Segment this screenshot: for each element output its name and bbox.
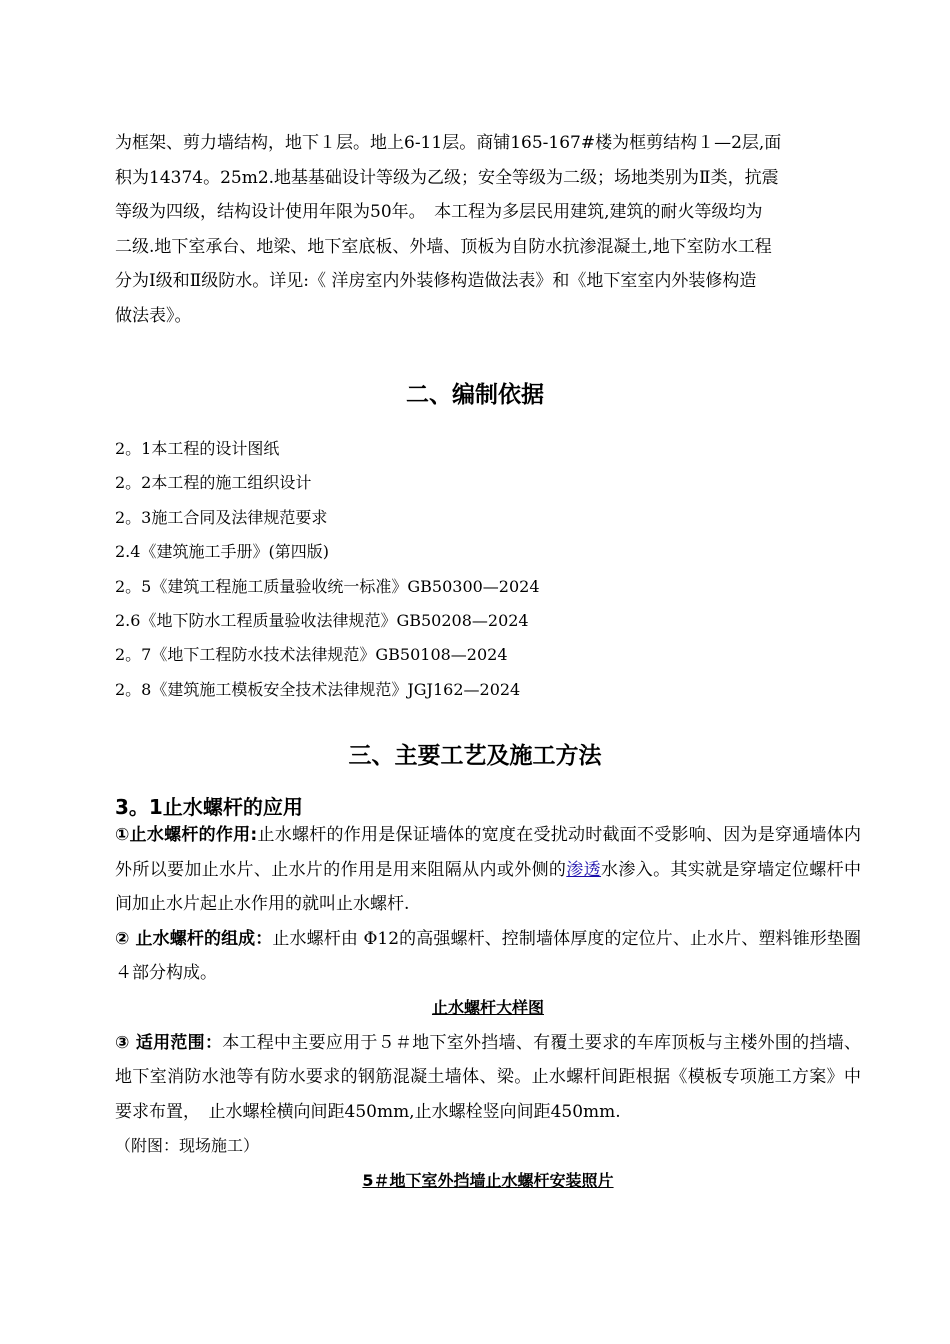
basis-item: 2。3施工合同及法律规范要求 [115,507,328,527]
composition-paragraph [115,922,861,991]
intro-line: 二级.地下室承台、地梁、地下室底板、外墙、顶板为自防水抗渗混凝土,地下室防水工程 [115,236,772,257]
section-3-heading: 三、主要工艺及施工方法 [348,743,602,769]
section-2-heading: 二、编制依据 [406,382,544,408]
scope-paragraph [115,1026,861,1130]
scope-lead: ③ 适用范围： [115,1032,223,1053]
intro-line: 为框架、剪力墙结构，地下１层。地上6-11层。商铺165-167#楼为框剪结构１—2层,面 [115,133,782,153]
intro-paragraph [115,126,861,334]
function-text-cont: 水渗入。其实就是穿墙定位螺杆中间加止水片起止水作用的就叫止水螺杆. [115,859,862,915]
basis-item: 2。8《建筑施工模板安全技术法律规范》JGJ162—2024 [115,679,521,699]
basis-item: 2.4《建筑施工手册》(第四版) [115,542,329,562]
composition-text: 止水螺杆由 Φ12的高强螺杆、控制墙体厚度的定位片、止水片、塑料锥形垫圈４部分构成。 [115,928,861,984]
intro-line: 做法表》。 [115,305,192,326]
subsection-3-1-heading: 3。1止水螺杆的应用 [115,795,303,819]
basis-item: 2。7《地下工程防水技术法律规范》GB50108—2024 [115,645,508,665]
function-paragraph [115,818,861,922]
section-3-1-body [115,818,861,1199]
scope-text: 本工程中主要应用于５＃地下室外挡墙、有覆土要求的车库顶板与主楼外围的挡墙、地下室消防水池等有防水要求的钢筋混凝土墙体、梁。止水螺杆间距根据《模板专项施工方案》中要求布置， 止水螺栓横向间距450mm,止水螺栓竖向间距450mm. [115,1032,862,1122]
basis-item: 2。5《建筑工程施工质量验收统一标准》GB50300—2024 [115,576,540,596]
intro-line: 分为Ⅰ级和Ⅱ级防水。详见:《 洋房室内外装修构造做法表》和《地下室室内外装修构造 [115,271,757,292]
photo-caption: 5＃地下室外挡墙止水螺杆安装照片 [362,1170,614,1190]
intro-line: 积为14374。25m2.地基基础设计等级为乙级；安全等级为二级；场地类别为Ⅱ类，抗震 [115,167,779,188]
attachment-note: （附图：现场施工） [115,1136,260,1156]
basis-item: 2。1本工程的设计图纸 [115,439,280,458]
seepage-link[interactable]: 渗透 [566,859,602,880]
basis-item: 2.6《地下防水工程质量验收法律规范》GB50208—2024 [115,611,529,631]
basis-list [115,432,540,707]
detail-drawing-caption: 止水螺杆大样图 [431,997,544,1017]
function-lead: ①止水螺杆的作用: [115,825,258,845]
function-text: 止水螺杆的作用是保证墙体的宽度在受扰动时截面不受影响、因为是穿通墙体内外所以要加止水片、止水片的作用是用来阻隔从内或外侧的 [115,825,861,880]
composition-lead: ② 止水螺杆的组成： [115,928,273,949]
basis-item: 2。2本工程的施工组织设计 [115,473,312,493]
intro-line: 等级为四级，结构设计使用年限为50年。 本工程为多层民用建筑,建筑的耐火等级均为 [115,202,763,223]
